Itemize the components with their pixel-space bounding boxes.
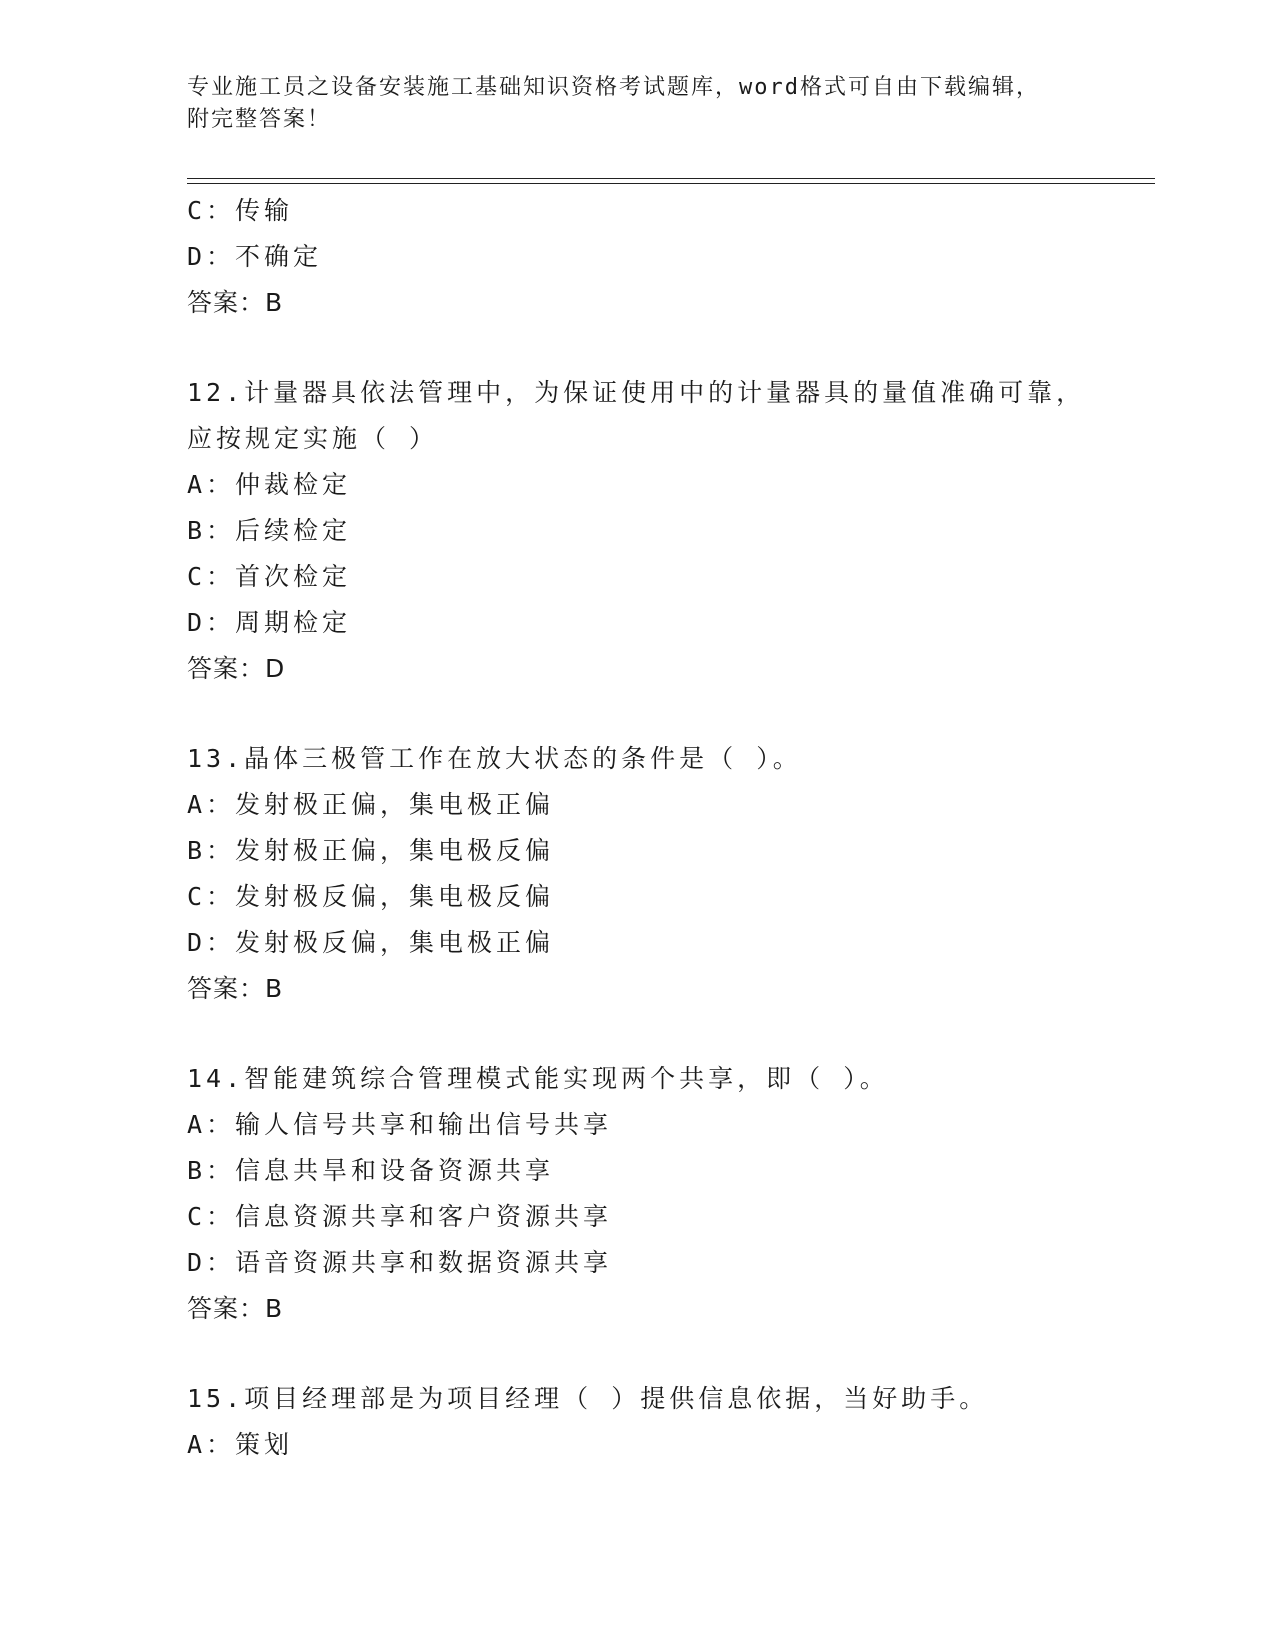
answer: 答案：B	[187, 1294, 284, 1323]
option-d: D：不确定	[187, 242, 323, 271]
question-stem-continued: 应按规定实施（ ）	[187, 424, 439, 453]
question-stem: 12.计量器具依法管理中，为保证使用中的计量器具的量值准确可靠，	[187, 378, 1086, 407]
option-d: D：发射极反偏，集电极正偏	[187, 928, 555, 957]
option-c: C：传输	[187, 196, 294, 225]
header-line-2: 附完整答案！	[187, 107, 332, 132]
option-a: A：策划	[187, 1430, 294, 1459]
question-11-continuation	[187, 188, 1155, 326]
option-c: C：信息资源共享和客户资源共享	[187, 1202, 613, 1231]
answer: 答案：D	[187, 654, 286, 683]
question-list	[187, 188, 1155, 1468]
header-divider-bottom	[187, 183, 1155, 184]
option-d: D：语音资源共享和数据资源共享	[187, 1248, 613, 1277]
question-stem: 15.项目经理部是为项目经理（ ）提供信息依据，当好助手。	[187, 1384, 989, 1413]
option-b: B：信息共旱和设备资源共享	[187, 1156, 555, 1185]
header-line-1: 专业施工员之设备安装施工基础知识资格考试题库，word格式可自由下载编辑，	[187, 75, 1040, 100]
question-12	[187, 370, 1155, 692]
option-d: D：周期检定	[187, 608, 352, 637]
answer: 答案：B	[187, 288, 284, 317]
question-stem: 14.智能建筑综合管理模式能实现两个共享，即（ ）。	[187, 1064, 889, 1093]
question-14	[187, 1056, 1155, 1332]
answer: 答案：B	[187, 974, 284, 1003]
document-header	[187, 72, 1067, 136]
option-c: C：发射极反偏，集电极反偏	[187, 882, 555, 911]
question-stem: 13.晶体三极管工作在放大状态的条件是（ ）。	[187, 744, 802, 773]
header-divider-top	[187, 178, 1155, 179]
option-b: B：发射极正偏，集电极反偏	[187, 836, 555, 865]
option-c: C：首次检定	[187, 562, 352, 591]
option-a: A：仲裁检定	[187, 470, 352, 499]
question-15	[187, 1376, 1155, 1468]
option-b: B：后续检定	[187, 516, 352, 545]
option-a: A：输人信号共享和输出信号共享	[187, 1110, 613, 1139]
option-a: A：发射极正偏，集电极正偏	[187, 790, 555, 819]
question-13	[187, 736, 1155, 1012]
